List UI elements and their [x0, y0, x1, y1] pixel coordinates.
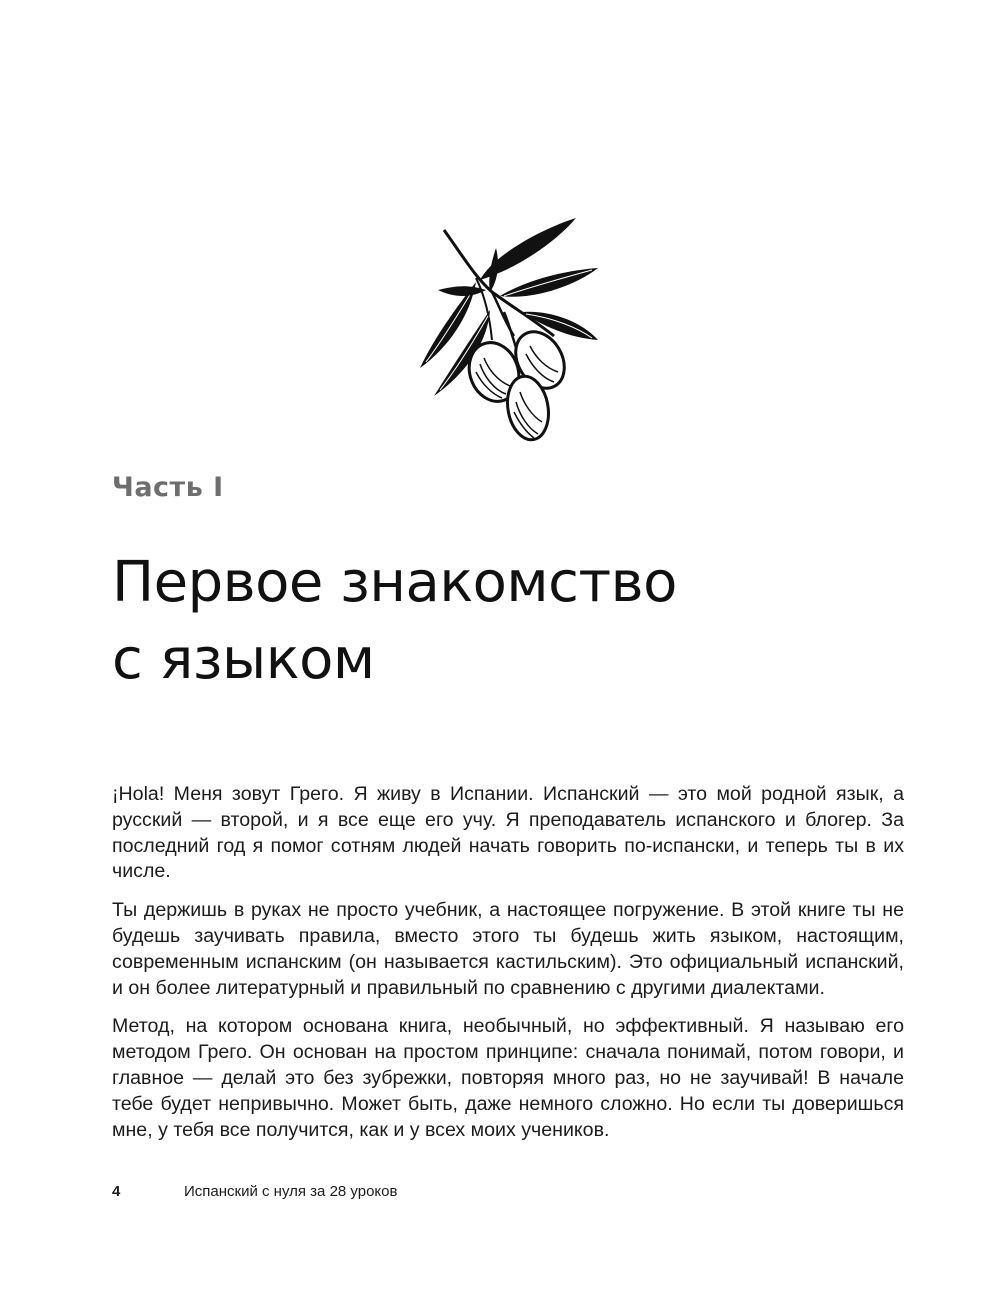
chapter-title: [112, 544, 892, 698]
paragraph-2: Ты держишь в руках не просто учебник, а настоящее погружение. В этой книге ты не будешь заучивать правила, вместо этого ты будешь жить языком, настоящим, современным испанским (он называется кастильским). Это официальный испанский, и он более литературный и правильный по сравнению с другими диалектами.: [112, 899, 904, 999]
chapter-title-line-2: с языком: [112, 627, 375, 692]
page-footer: [112, 1183, 892, 1200]
chapter-title-line-1: Первое знакомство: [112, 550, 677, 615]
body-text: [112, 782, 904, 1156]
paragraph-3: Метод, на котором основана книга, необычный, но эффективный. Я называю его методом Грего. Он основан на простом принципе: сначала понимай, потом говори, и главное — делай это без зубрежки, повторяя много раз, но не заучивай! В начале тебе будет непривычно. Может быть, даже немного сложно. Но если ты доверишься мне, у тебя все получится, как и у всех моих учеников.: [112, 1015, 904, 1141]
paragraph-1: ¡Hola! Меня зовут Грего. Я живу в Испании. Испанский — это мой родной язык, а русский — второй, и я все еще его учу. Я преподаватель испанского и блогер. За последний год я помог сотням людей начать говорить по-испански, и теперь ты в их числе.: [112, 783, 904, 883]
running-title: Испанский с нуля за 28 уроков: [184, 1183, 398, 1200]
olive-branch-icon: [404, 208, 612, 448]
part-label: Часть I: [112, 472, 224, 503]
page-number: 4: [112, 1183, 121, 1200]
